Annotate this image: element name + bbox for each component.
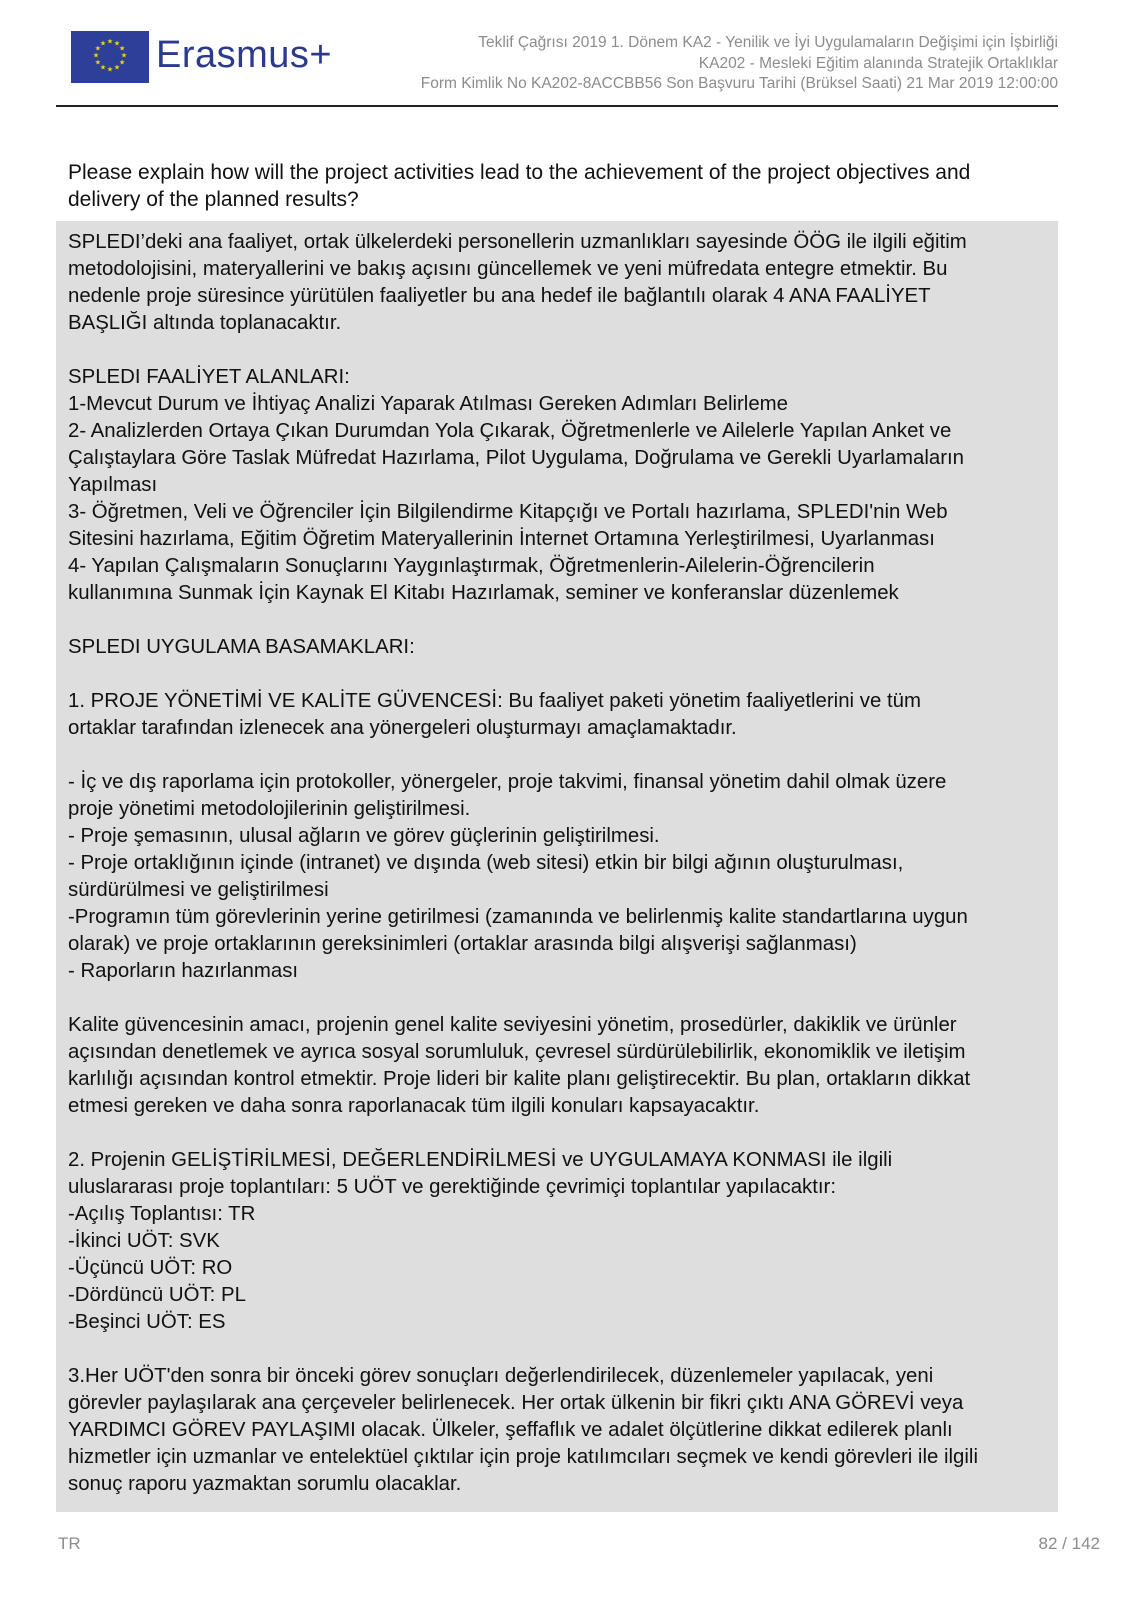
answer-paragraph xyxy=(68,1147,1048,1336)
svg-text:★: ★ xyxy=(99,63,107,72)
answer-line: - Proje ortaklığının içinde (intranet) ve dışında (web sitesi) etkin bir bilgi ağının oluşturulması, xyxy=(68,852,904,874)
answer-line: 2. Projenin GELİŞTİRİLMESİ, DEĞERLENDİRİLMESİ ve UYGULAMAYA KONMASI ile ilgili xyxy=(68,1149,893,1171)
answer-line: -Beşinci UÖT: ES xyxy=(68,1311,226,1333)
answer-paragraph xyxy=(68,229,1048,337)
answer-line: sürdürülmesi ve geliştirilmesi xyxy=(68,879,329,901)
answer-line: SPLEDI UYGULAMA BASAMAKLARI: xyxy=(68,636,415,658)
answer-line: -Dördüncü UÖT: PL xyxy=(68,1284,246,1306)
answer-line: proje yönetimi metodolojilerinin geliştirilmesi. xyxy=(68,798,471,820)
answer-line: - Proje şemasının, ulusal ağların ve görev güçlerinin geliştirilmesi. xyxy=(68,825,660,847)
answer-line: 3.Her UÖT'den sonra bir önceki görev sonuçları değerlendirilecek, düzenlemeler yapılacak, yeni xyxy=(68,1365,934,1387)
answer-line: 1-Mevcut Durum ve İhtiyaç Analizi Yaparak Atılması Gereken Adımları Belirleme xyxy=(68,393,789,415)
svg-text:★: ★ xyxy=(106,65,114,74)
answer-line: -Üçüncü UÖT: RO xyxy=(68,1257,233,1279)
answer-line: -Programın tüm görevlerinin yerine getirilmesi (zamanında ve belirlenmiş kalite standartlarına uygun xyxy=(68,906,968,928)
call-header xyxy=(338,33,1058,95)
answer-paragraph xyxy=(68,769,1048,985)
answer-line: kullanımına Sunmak İçin Kaynak El Kitabı Hazırlamak, seminer ve konferanslar düzenlemek xyxy=(68,582,899,604)
answer-line: metodolojisini, materyallerini ve bakış açısını güncellemek ve yeni müfredata entegre etmektir. Bu xyxy=(68,258,948,280)
answer-line: SPLEDI’deki ana faaliyet, ortak ülkelerdeki personellerin uzmanlıkları sayesinde ÖÖG ile ilgili eğitim xyxy=(68,231,967,253)
answer-paragraph xyxy=(68,1012,1048,1120)
svg-text:★: ★ xyxy=(113,63,121,72)
erasmus-logo xyxy=(71,31,331,87)
answer-line: ortaklar tarafından izlenecek ana yönergeleri oluşturmayı amaçlamaktadır. xyxy=(68,717,737,739)
answer-line: - Raporların hazırlanması xyxy=(68,960,299,982)
answer-line: sonuç raporu yazmaktan sorumlu olacaklar. xyxy=(68,1473,462,1495)
answer-line: etmesi gereken ve daha sonra raporlanacak tüm ilgili konuları kapsayacaktır. xyxy=(68,1095,760,1117)
answer-line: Çalıştaylara Göre Taslak Müfredat Hazırlama, Pilot Uygulama, Doğrulama ve Gerekli Uyarlamaların xyxy=(68,447,965,469)
answer-line: hizmetler için uzmanlar ve entelektüel çıktılar için proje katılımcıları seçmek ve kendi görevleri ile ilgili xyxy=(68,1446,978,1468)
answer-paragraph xyxy=(68,688,1048,742)
answer-line: 3- Öğretmen, Veli ve Öğrenciler İçin Bilgilendirme Kitapçığı ve Portalı hazırlama, SPLEDI'nin Web xyxy=(68,501,948,523)
answer-line: görevler paylaşılarak ana çerçeveler belirlenecek. Her ortak ülkenin bir fikri çıktı ANA GÖREVİ veya xyxy=(68,1392,964,1414)
answer-paragraph xyxy=(68,634,1048,661)
answer-line: Sitesini hazırlama, Eğitim Öğretim Materyallerinin İnternet Ortamına Yerleştirilmesi, Uyarlanması xyxy=(68,528,935,550)
svg-text:★: ★ xyxy=(99,39,107,48)
answer-line: Kalite güvencesinin amacı, projenin genel kalite seviyesini yönetim, prosedürler, dakiklik ve ürünler xyxy=(68,1014,957,1036)
eu-flag-icon xyxy=(71,31,149,83)
answer-paragraph xyxy=(68,364,1048,607)
answer-line: -Açılış Toplantısı: TR xyxy=(68,1203,256,1225)
brand-name: Erasmus+ xyxy=(156,34,333,76)
answer-paragraph xyxy=(68,1363,1048,1498)
answer-line: 4- Yapılan Çalışmaların Sonuçlarını Yaygınlaştırmak, Öğretmenlerin-Ailelerin-Öğrencilerin xyxy=(68,555,875,577)
answer-line: -İkinci UÖT: SVK xyxy=(68,1230,220,1252)
answer-line: BAŞLIĞI altında toplanacaktır. xyxy=(68,312,342,334)
svg-text:★: ★ xyxy=(94,44,102,53)
answer-line: karlılığı açısından kontrol etmektir. Proje lideri bir kalite planı geliştirecektir. Bu plan, ortakların dikkat xyxy=(68,1068,971,1090)
svg-text:★: ★ xyxy=(92,51,100,60)
footer-language: TR xyxy=(58,1534,81,1553)
page-number: 82 / 142 xyxy=(1038,1534,1100,1553)
answer-line: YARDIMCI GÖREV PAYLAŞIMI olacak. Ülkeler, şeffaflık ve adalet ölçütlerine dikkat edilerek planlı xyxy=(68,1419,953,1441)
header-line-action: KA202 - Mesleki Eğitim alanında Stratejik Ortaklıklar xyxy=(698,54,1058,72)
svg-text:★: ★ xyxy=(94,58,102,67)
answer-line: - İç ve dış raporlama için protokoller, yönergeler, proje takvimi, finansal yönetim dahil olmak üzere xyxy=(68,771,947,793)
answer-line: Yapılması xyxy=(68,474,158,496)
answer-line: uluslararası proje toplantıları: 5 UÖT ve gerektiğinde çevrimiçi toplantılar yapılacaktır: xyxy=(68,1176,837,1198)
header-line-call: Teklif Çağrısı 2019 1. Dönem KA2 - Yenilik ve İyi Uygulamaların Değişimi için İşbirliği xyxy=(478,34,1058,51)
svg-text:★: ★ xyxy=(113,39,121,48)
answer-line: SPLEDI FAALİYET ALANLARI: xyxy=(68,366,350,388)
svg-text:★: ★ xyxy=(118,58,126,67)
answer-line: nedenle proje süresince yürütülen faaliyetler bu ana hedef ile bağlantılı olarak 4 ANA FAALİYET xyxy=(68,285,931,307)
svg-text:★: ★ xyxy=(118,44,126,53)
answer-line: olarak) ve proje ortaklarının gereksinimleri (ortaklar arasında bilgi alışverişi sağlanması) xyxy=(68,933,857,955)
svg-text:★: ★ xyxy=(120,51,128,60)
header-line-form-id: Form Kimlik No KA202-8ACCBB56 Son Başvuru Tarihi (Brüksel Saati) 21 Mar 2019 12:00:00 xyxy=(420,75,1058,92)
question-line: Please explain how will the project activities lead to the achievement of the project objectives and xyxy=(68,161,971,184)
answer-line: 2- Analizlerden Ortaya Çıkan Durumdan Yola Çıkarak, Öğretmenlerle ve Ailelerle Yapılan Anket ve xyxy=(68,420,952,442)
answer-line: açısından denetlemek ve ayrıca sosyal sorumluluk, çevresel sürdürülebilirlik, ekonomiklik ve iletişim xyxy=(68,1041,966,1063)
svg-text:★: ★ xyxy=(106,37,114,46)
question-line: delivery of the planned results? xyxy=(68,188,359,211)
header-divider xyxy=(56,105,1058,107)
answer-box xyxy=(56,221,1058,1512)
answer-line: 1. PROJE YÖNETİMİ VE KALİTE GÜVENCESİ: Bu faaliyet paketi yönetim faaliyetlerini ve tüm xyxy=(68,690,921,712)
question-text xyxy=(68,159,1058,213)
